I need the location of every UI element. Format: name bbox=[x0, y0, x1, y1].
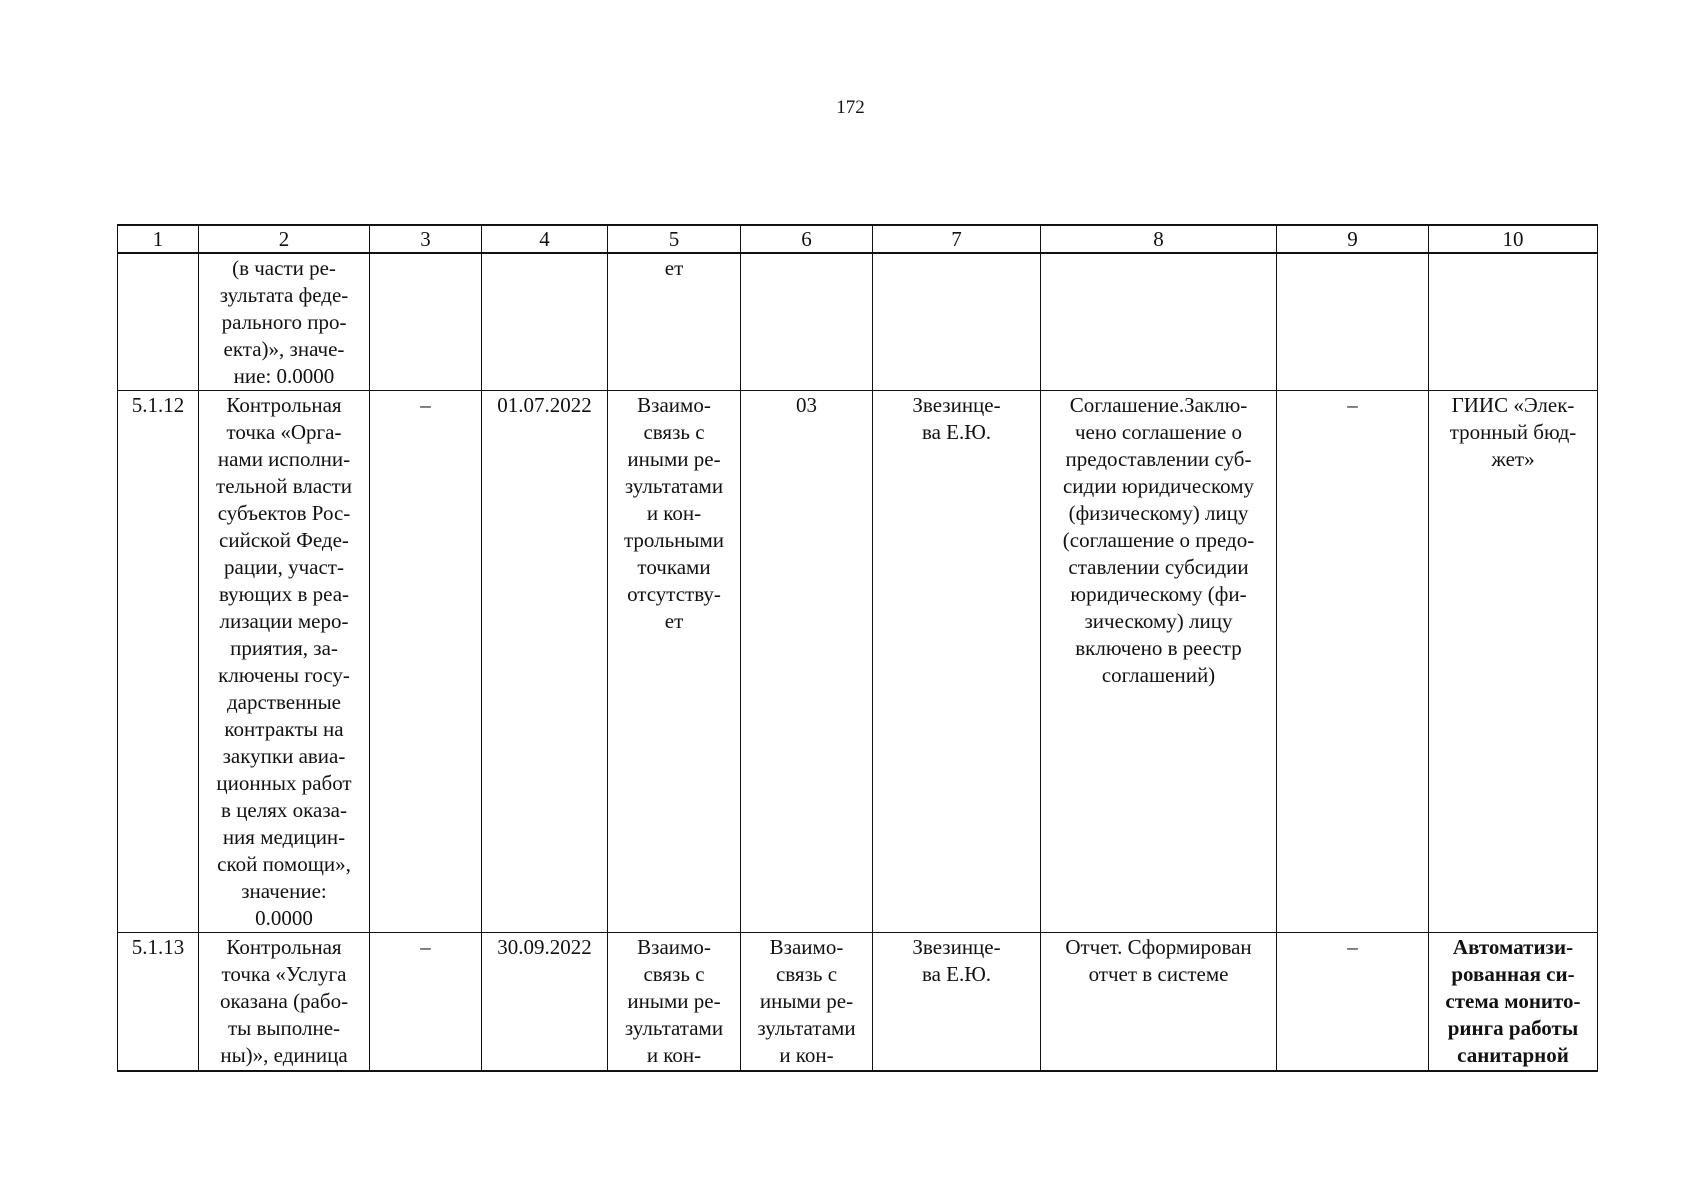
table-row bbox=[118, 391, 1598, 933]
table-cell: 01.07.2022 bbox=[482, 391, 608, 933]
table-cell bbox=[873, 253, 1041, 391]
table-cell: – bbox=[370, 391, 482, 933]
table-cell: Взаимо- связь с иными ре- зультатами и кон- трольными точками отсутству- ет bbox=[608, 391, 741, 933]
table-cell: Автоматизи- рованная си- стема монито- ринга работы санитарной bbox=[1429, 933, 1598, 1072]
column-header: 3 bbox=[370, 225, 482, 253]
table-cell: – bbox=[1277, 933, 1429, 1072]
table-cell bbox=[370, 253, 482, 391]
column-header: 9 bbox=[1277, 225, 1429, 253]
table-cell: – bbox=[1277, 391, 1429, 933]
column-header: 5 bbox=[608, 225, 741, 253]
table-cell: Взаимо- связь с иными ре- зультатами и кон- bbox=[608, 933, 741, 1072]
row-number-cell: 5.1.12 bbox=[118, 391, 199, 933]
table-cell: ет bbox=[608, 253, 741, 391]
table-cell: Взаимо- связь с иными ре- зультатами и кон- bbox=[741, 933, 873, 1072]
table-cell bbox=[118, 253, 199, 391]
measures-table bbox=[117, 224, 1598, 1072]
table-cell: Контрольная точка «Услуга оказана (рабо- ты выполне- ны)», единица bbox=[199, 933, 370, 1072]
table-cell: Звезинце- ва Е.Ю. bbox=[873, 391, 1041, 933]
table-cell bbox=[1277, 253, 1429, 391]
row-number-cell: 5.1.13 bbox=[118, 933, 199, 1072]
table-cell: Контрольная точка «Орга- нами исполни- тельной власти субъектов Рос- сийской Феде- рации, участ- вующих в реа- лизации меро- приятия, за- ключены госу- дарственные контракты на закупки авиа- ционных работ в целях оказа- ния медицин- ской помощи», значение: 0.0000 bbox=[199, 391, 370, 933]
table-cell: (в части ре- зультата феде- рального про- екта)», значе- ние: 0.0000 bbox=[199, 253, 370, 391]
column-header: 8 bbox=[1041, 225, 1277, 253]
column-header: 10 bbox=[1429, 225, 1598, 253]
column-header: 2 bbox=[199, 225, 370, 253]
column-header: 1 bbox=[118, 225, 199, 253]
table-cell bbox=[741, 253, 873, 391]
table-cell bbox=[1429, 253, 1598, 391]
table-cell: 03 bbox=[741, 391, 873, 933]
table-header-row bbox=[118, 225, 1598, 253]
table-cell: – bbox=[370, 933, 482, 1072]
table-row bbox=[118, 253, 1598, 391]
table-cell: Звезинце- ва Е.Ю. bbox=[873, 933, 1041, 1072]
column-header: 7 bbox=[873, 225, 1041, 253]
column-header: 4 bbox=[482, 225, 608, 253]
table-cell: ГИИС «Элек- тронный бюд- жет» bbox=[1429, 391, 1598, 933]
table-cell bbox=[1041, 253, 1277, 391]
table-cell bbox=[482, 253, 608, 391]
table-cell: Отчет. Сформирован отчет в системе bbox=[1041, 933, 1277, 1072]
column-header: 6 bbox=[741, 225, 873, 253]
table-cell: Соглашение.Заклю- чено соглашение о предоставлении суб- сидии юридическому (физическому) лицу (соглашение о предо- ставлении субсидии юридическому (фи- зическому) лицу включено в реестр соглашений) bbox=[1041, 391, 1277, 933]
table-row bbox=[118, 933, 1598, 1072]
table-cell: 30.09.2022 bbox=[482, 933, 608, 1072]
page-number: 172 bbox=[836, 97, 865, 118]
